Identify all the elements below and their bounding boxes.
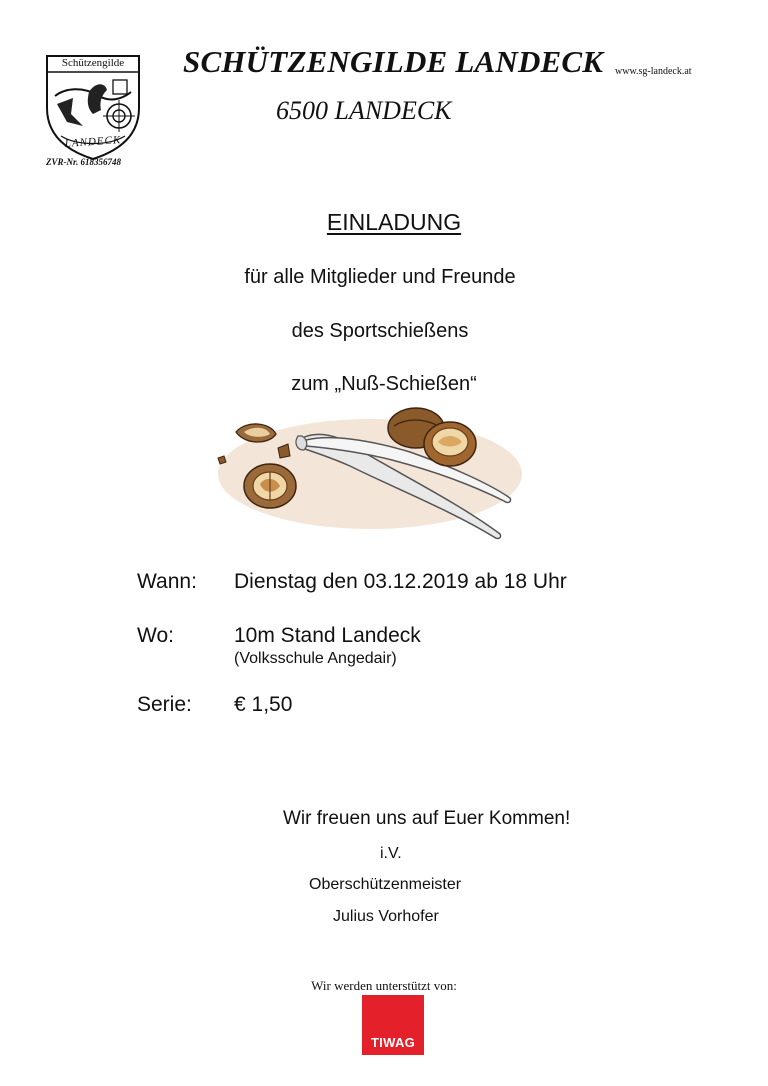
series-label: Serie: (137, 693, 192, 716)
invitation-line-1: für alle Mitglieder und Freunde (244, 266, 516, 288)
city-line: 6500 LANDECK (276, 96, 452, 125)
signature-name: Julius Vorhofer (333, 908, 439, 925)
series-price: € 1,50 (234, 693, 293, 716)
organization-name: SCHÜTZENGILDE LANDECK (183, 44, 604, 79)
invitation-line-3: zum „Nuß-Schießen“ (291, 373, 477, 395)
where-value: 10m Stand Landeck (234, 624, 421, 647)
website-link[interactable]: www.sg-landeck.at (615, 66, 692, 77)
logo-label-bottom: LANDECK (64, 134, 122, 150)
tiwag-logo-text: TIWAG (370, 1035, 416, 1050)
sponsor-label: Wir werden unterstützt von: (311, 978, 457, 993)
invitation-line-2: des Sportschießens (291, 320, 469, 342)
closing-message: Wir freuen uns auf Euer Kommen! (283, 808, 571, 829)
when-value: Dienstag den 03.12.2019 ab 18 Uhr (234, 570, 567, 593)
nutcracker-with-walnuts-icon (210, 400, 530, 550)
guild-shield-crest-icon (43, 52, 143, 162)
signature-role: Oberschützenmeister (309, 876, 462, 893)
tiwag-logo (362, 995, 424, 1055)
signature-iv: i.V. (380, 845, 402, 862)
logo-label-top: Schützengilde (61, 57, 125, 69)
where-subtext: (Volksschule Angedair) (234, 650, 397, 667)
invitation-title: EINLADUNG (326, 209, 462, 235)
when-label: Wann: (137, 570, 197, 593)
zvr-number: ZVR-Nr. 618356748 (46, 157, 122, 167)
where-label: Wo: (137, 624, 174, 647)
